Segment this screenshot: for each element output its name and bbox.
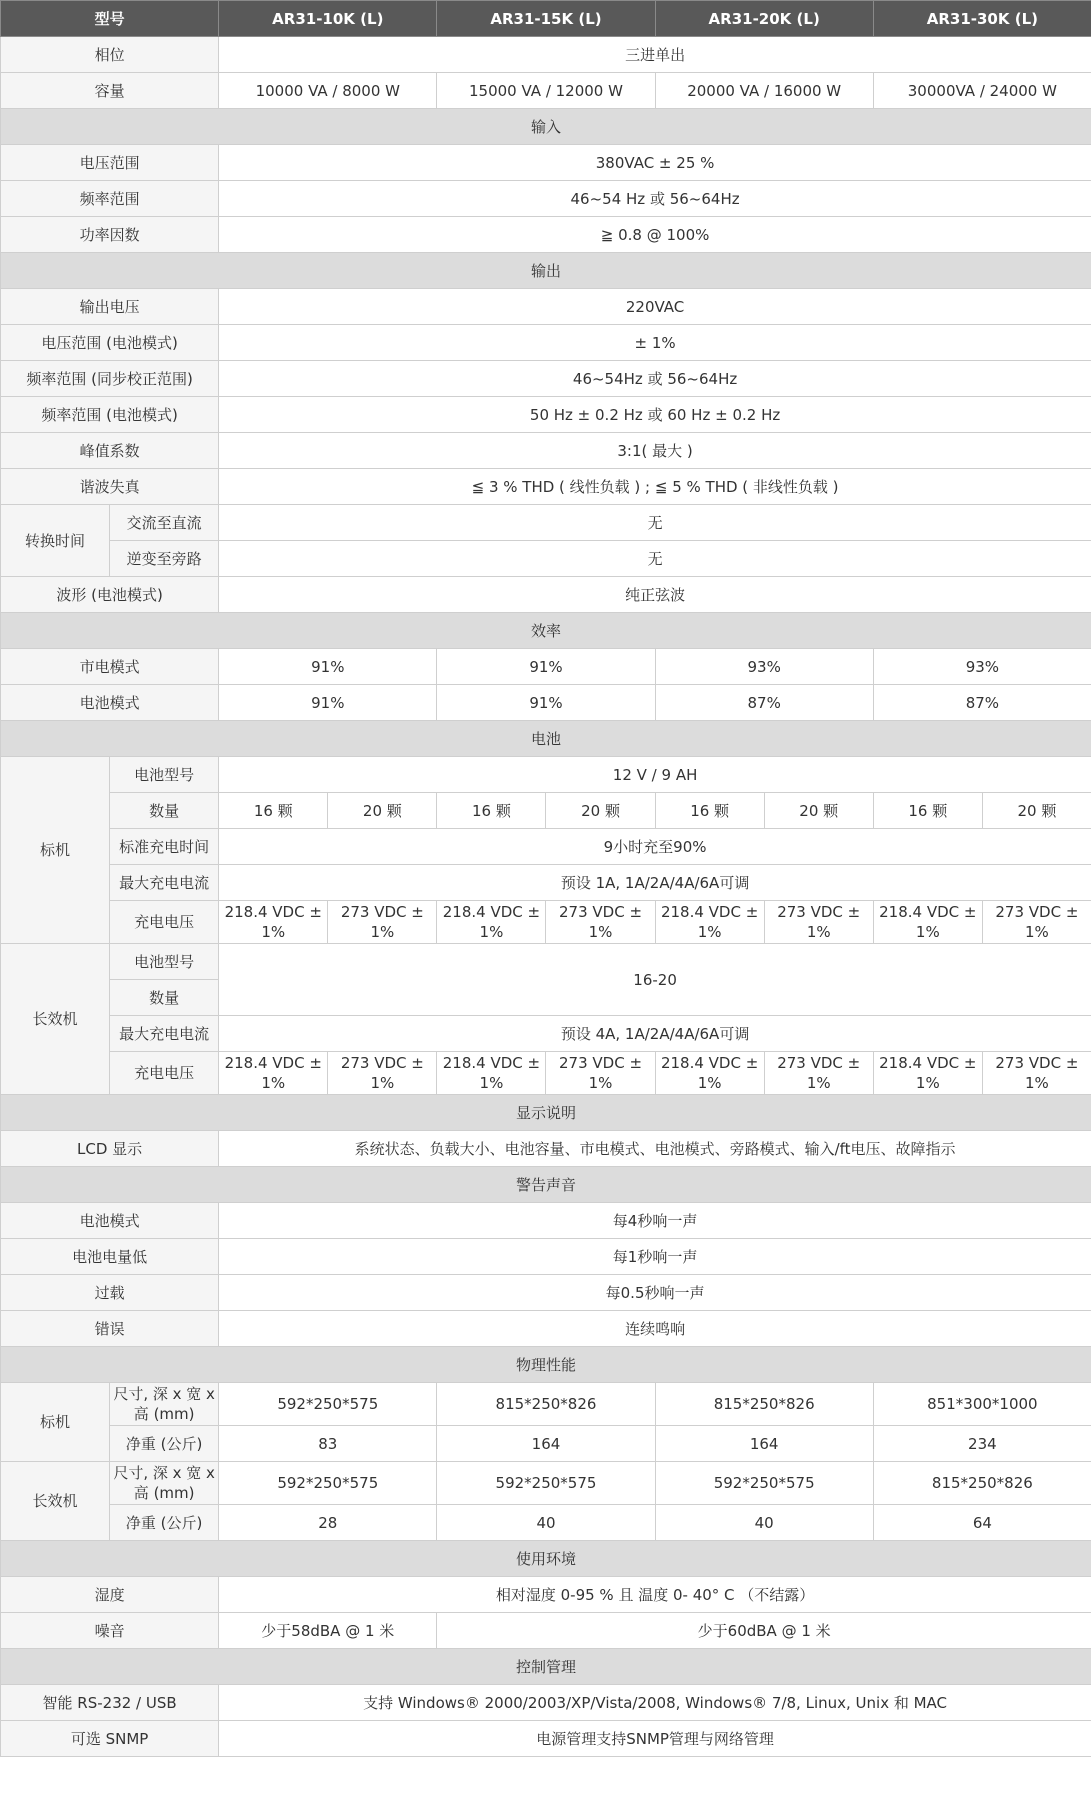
thd-label: 谐波失真 bbox=[1, 469, 219, 505]
snmp-label: 可选 SNMP bbox=[1, 1721, 219, 1757]
table-row bbox=[1, 1016, 1091, 1052]
table-row bbox=[1, 1426, 1091, 1462]
longrun-dimension-20k: 592*250*575 bbox=[655, 1462, 873, 1505]
longrun-battery-type-count-value: 16-20 bbox=[219, 944, 1091, 1016]
alarm-fault-label: 错误 bbox=[1, 1311, 219, 1347]
physical-longrun-label: 长效机 bbox=[1, 1462, 110, 1541]
table-row bbox=[1, 829, 1091, 865]
model-header-30k: AR31-30K (L) bbox=[873, 1, 1091, 37]
table-row bbox=[1, 1577, 1091, 1613]
section-header-alarm bbox=[1, 1167, 1091, 1203]
battery-count-label: 数量 bbox=[110, 793, 219, 829]
longrun-charge-voltage-value: 273 VDC ± 1% bbox=[328, 1052, 437, 1095]
phase-value: 三进单出 bbox=[219, 37, 1091, 73]
charge-voltage-value: 273 VDC ± 1% bbox=[764, 901, 873, 944]
alarm-battery-mode-label: 电池模式 bbox=[1, 1203, 219, 1239]
table-row bbox=[1, 1239, 1091, 1275]
table-row bbox=[1, 577, 1091, 613]
table-row bbox=[1, 1311, 1091, 1347]
table-row bbox=[1, 397, 1091, 433]
battery-count-value: 20 颗 bbox=[982, 793, 1091, 829]
longrun-charge-voltage-value: 273 VDC ± 1% bbox=[982, 1052, 1091, 1095]
longrun-battery-type-label: 电池型号 bbox=[110, 944, 219, 980]
thd-value: ≦ 3 % THD ( 线性负载 ) ; ≦ 5 % THD ( 非线性负载 ) bbox=[219, 469, 1091, 505]
noise-label: 噪音 bbox=[1, 1613, 219, 1649]
longrun-charge-voltage-value: 218.4 VDC ± 1% bbox=[437, 1052, 546, 1095]
longrun-weight-10k: 28 bbox=[219, 1505, 437, 1541]
charge-time-label: 标准充电时间 bbox=[110, 829, 219, 865]
longrun-charge-voltage-value: 218.4 VDC ± 1% bbox=[219, 1052, 328, 1095]
table-row bbox=[1, 541, 1091, 577]
max-charge-current-label: 最大充电电流 bbox=[110, 865, 219, 901]
table-row bbox=[1, 1131, 1091, 1167]
output-voltage-range-value: ± 1% bbox=[219, 325, 1091, 361]
section-title: 效率 bbox=[1, 613, 1091, 649]
alarm-fault-value: 连续鸣响 bbox=[219, 1311, 1091, 1347]
longrun-dimension-15k: 592*250*575 bbox=[437, 1462, 655, 1505]
model-header-20k: AR31-20K (L) bbox=[655, 1, 873, 37]
longrun-max-current-value: 预设 4A, 1A/2A/4A/6A可调 bbox=[219, 1016, 1091, 1052]
charge-voltage-value: 218.4 VDC ± 1% bbox=[437, 901, 546, 944]
output-voltage-range-label: 电压范围 (电池模式) bbox=[1, 325, 219, 361]
alarm-overload-label: 过载 bbox=[1, 1275, 219, 1311]
capacity-20k: 20000 VA / 16000 W bbox=[655, 73, 873, 109]
section-title: 物理性能 bbox=[1, 1347, 1091, 1383]
model-header-10k: AR31-10K (L) bbox=[219, 1, 437, 37]
table-row bbox=[1, 1052, 1091, 1095]
battery-count-value: 16 颗 bbox=[873, 793, 982, 829]
charge-voltage-value: 273 VDC ± 1% bbox=[982, 901, 1091, 944]
capacity-30k: 30000VA / 24000 W bbox=[873, 73, 1091, 109]
alarm-overload-value: 每0.5秒响一声 bbox=[219, 1275, 1091, 1311]
dimension-30k: 851*300*1000 bbox=[873, 1383, 1091, 1426]
power-factor-value: ≧ 0.8 @ 100% bbox=[219, 217, 1091, 253]
longrun-charge-voltage-label: 充电电压 bbox=[110, 1052, 219, 1095]
table-row bbox=[1, 901, 1091, 944]
inverter-to-bypass-label: 逆变至旁路 bbox=[110, 541, 219, 577]
eff-mains-20k: 93% bbox=[655, 649, 873, 685]
table-row bbox=[1, 1203, 1091, 1239]
output-voltage-value: 220VAC bbox=[219, 289, 1091, 325]
longrun-charge-voltage-value: 218.4 VDC ± 1% bbox=[873, 1052, 982, 1095]
input-freq-value: 46~54 Hz 或 56~64Hz bbox=[219, 181, 1091, 217]
longrun-max-current-label: 最大充电电流 bbox=[110, 1016, 219, 1052]
table-row bbox=[1, 217, 1091, 253]
alarm-low-battery-value: 每1秒响一声 bbox=[219, 1239, 1091, 1275]
table-row bbox=[1, 145, 1091, 181]
section-title: 输出 bbox=[1, 253, 1091, 289]
model-header-15k: AR31-15K (L) bbox=[437, 1, 655, 37]
section-title: 输入 bbox=[1, 109, 1091, 145]
eff-mains-10k: 91% bbox=[219, 649, 437, 685]
table-row bbox=[1, 73, 1091, 109]
longrun-battery-count-label: 数量 bbox=[110, 980, 219, 1016]
eff-battery-15k: 91% bbox=[437, 685, 655, 721]
table-row bbox=[1, 1383, 1091, 1426]
battery-count-value: 16 颗 bbox=[437, 793, 546, 829]
capacity-label: 容量 bbox=[1, 73, 219, 109]
freq-batt-label: 频率范围 (电池模式) bbox=[1, 397, 219, 433]
longrun-charge-voltage-value: 273 VDC ± 1% bbox=[764, 1052, 873, 1095]
eff-battery-20k: 87% bbox=[655, 685, 873, 721]
table-row bbox=[1, 1462, 1091, 1505]
longrun-weight-20k: 40 bbox=[655, 1505, 873, 1541]
ac-to-dc-label: 交流至直流 bbox=[110, 505, 219, 541]
header-row bbox=[1, 1, 1091, 37]
eff-battery-10k: 91% bbox=[219, 685, 437, 721]
section-title: 控制管理 bbox=[1, 1649, 1091, 1685]
section-header-environment bbox=[1, 1541, 1091, 1577]
section-header-efficiency bbox=[1, 613, 1091, 649]
table-row bbox=[1, 685, 1091, 721]
eff-mains-label: 市电模式 bbox=[1, 649, 219, 685]
longrun-weight-30k: 64 bbox=[873, 1505, 1091, 1541]
snmp-value: 电源管理支持SNMP管理与网络管理 bbox=[219, 1721, 1091, 1757]
max-charge-current-value: 预设 1A, 1A/2A/4A/6A可调 bbox=[219, 865, 1091, 901]
section-header-battery bbox=[1, 721, 1091, 757]
table-row bbox=[1, 793, 1091, 829]
phase-label: 相位 bbox=[1, 37, 219, 73]
freq-sync-value: 46~54Hz 或 56~64Hz bbox=[219, 361, 1091, 397]
crest-factor-label: 峰值系数 bbox=[1, 433, 219, 469]
humidity-label: 湿度 bbox=[1, 1577, 219, 1613]
weight-20k: 164 bbox=[655, 1426, 873, 1462]
section-title: 电池 bbox=[1, 721, 1091, 757]
eff-mains-30k: 93% bbox=[873, 649, 1091, 685]
alarm-battery-mode-value: 每4秒响一声 bbox=[219, 1203, 1091, 1239]
table-row bbox=[1, 1721, 1091, 1757]
section-header-output bbox=[1, 253, 1091, 289]
table-row bbox=[1, 1685, 1091, 1721]
weight-15k: 164 bbox=[437, 1426, 655, 1462]
battery-longrun-label: 长效机 bbox=[1, 944, 110, 1095]
weight-30k: 234 bbox=[873, 1426, 1091, 1462]
longrun-dimension-label: 尺寸, 深 x 宽 x 高 (mm) bbox=[110, 1462, 219, 1505]
eff-battery-30k: 87% bbox=[873, 685, 1091, 721]
table-row bbox=[1, 37, 1091, 73]
rs232-value: 支持 Windows® 2000/2003/XP/Vista/2008, Windows® 7/8, Linux, Unix 和 MAC bbox=[219, 1685, 1091, 1721]
output-voltage-label: 输出电压 bbox=[1, 289, 219, 325]
table-row bbox=[1, 181, 1091, 217]
longrun-weight-15k: 40 bbox=[437, 1505, 655, 1541]
eff-mains-15k: 91% bbox=[437, 649, 655, 685]
longrun-charge-voltage-value: 273 VDC ± 1% bbox=[546, 1052, 655, 1095]
longrun-dimension-10k: 592*250*575 bbox=[219, 1462, 437, 1505]
table-row bbox=[1, 1613, 1091, 1649]
inverter-to-bypass-value: 无 bbox=[219, 541, 1091, 577]
section-title: 使用环境 bbox=[1, 1541, 1091, 1577]
longrun-weight-label: 净重 (公斤) bbox=[110, 1505, 219, 1541]
noise-10k: 少于58dBA @ 1 米 bbox=[219, 1613, 437, 1649]
dimension-10k: 592*250*575 bbox=[219, 1383, 437, 1426]
charge-voltage-value: 218.4 VDC ± 1% bbox=[873, 901, 982, 944]
rs232-label: 智能 RS-232 / USB bbox=[1, 1685, 219, 1721]
capacity-15k: 15000 VA / 12000 W bbox=[437, 73, 655, 109]
table-row bbox=[1, 757, 1091, 793]
model-header-label: 型号 bbox=[1, 1, 219, 37]
section-header-management bbox=[1, 1649, 1091, 1685]
table-row bbox=[1, 325, 1091, 361]
table-row bbox=[1, 289, 1091, 325]
table-row bbox=[1, 865, 1091, 901]
battery-count-value: 20 颗 bbox=[546, 793, 655, 829]
freq-batt-value: 50 Hz ± 0.2 Hz 或 60 Hz ± 0.2 Hz bbox=[219, 397, 1091, 433]
dimension-15k: 815*250*826 bbox=[437, 1383, 655, 1426]
charge-time-value: 9小时充至90% bbox=[219, 829, 1091, 865]
power-factor-label: 功率因数 bbox=[1, 217, 219, 253]
freq-sync-label: 频率范围 (同步校正范围) bbox=[1, 361, 219, 397]
dimension-label: 尺寸, 深 x 宽 x 高 (mm) bbox=[110, 1383, 219, 1426]
table-row bbox=[1, 433, 1091, 469]
longrun-charge-voltage-value: 218.4 VDC ± 1% bbox=[655, 1052, 764, 1095]
battery-count-value: 16 颗 bbox=[219, 793, 328, 829]
input-freq-label: 频率范围 bbox=[1, 181, 219, 217]
humidity-value: 相对湿度 0-95 % 且 温度 0- 40° C （不结露） bbox=[219, 1577, 1091, 1613]
charge-voltage-value: 218.4 VDC ± 1% bbox=[655, 901, 764, 944]
capacity-10k: 10000 VA / 8000 W bbox=[219, 73, 437, 109]
dimension-20k: 815*250*826 bbox=[655, 1383, 873, 1426]
lcd-value: 系统状态、负载大小、电池容量、市电模式、电池模式、旁路模式、输入/ft电压、故障指示 bbox=[219, 1131, 1091, 1167]
section-header-display bbox=[1, 1095, 1091, 1131]
section-header-input bbox=[1, 109, 1091, 145]
charge-voltage-value: 218.4 VDC ± 1% bbox=[219, 901, 328, 944]
eff-battery-label: 电池模式 bbox=[1, 685, 219, 721]
table-row bbox=[1, 649, 1091, 685]
alarm-low-battery-label: 电池电量低 bbox=[1, 1239, 219, 1275]
input-voltage-value: 380VAC ± 25 % bbox=[219, 145, 1091, 181]
weight-10k: 83 bbox=[219, 1426, 437, 1462]
battery-type-label: 电池型号 bbox=[110, 757, 219, 793]
physical-standard-label: 标机 bbox=[1, 1383, 110, 1462]
input-voltage-label: 电压范围 bbox=[1, 145, 219, 181]
waveform-label: 波形 (电池模式) bbox=[1, 577, 219, 613]
charge-voltage-label: 充电电压 bbox=[110, 901, 219, 944]
longrun-dimension-30k: 815*250*826 bbox=[873, 1462, 1091, 1505]
section-title: 显示说明 bbox=[1, 1095, 1091, 1131]
battery-count-value: 16 颗 bbox=[655, 793, 764, 829]
section-title: 警告声音 bbox=[1, 1167, 1091, 1203]
charge-voltage-value: 273 VDC ± 1% bbox=[328, 901, 437, 944]
table-row bbox=[1, 1275, 1091, 1311]
battery-count-value: 20 颗 bbox=[328, 793, 437, 829]
table-row bbox=[1, 505, 1091, 541]
section-header-physical bbox=[1, 1347, 1091, 1383]
transfer-time-label: 转换时间 bbox=[1, 505, 110, 577]
table-row bbox=[1, 1505, 1091, 1541]
noise-15k-30k: 少于60dBA @ 1 米 bbox=[437, 1613, 1091, 1649]
ac-to-dc-value: 无 bbox=[219, 505, 1091, 541]
lcd-label: LCD 显示 bbox=[1, 1131, 219, 1167]
battery-type-value: 12 V / 9 AH bbox=[219, 757, 1091, 793]
battery-standard-label: 标机 bbox=[1, 757, 110, 944]
waveform-value: 纯正弦波 bbox=[219, 577, 1091, 613]
battery-count-value: 20 颗 bbox=[764, 793, 873, 829]
charge-voltage-value: 273 VDC ± 1% bbox=[546, 901, 655, 944]
table-row bbox=[1, 469, 1091, 505]
table-row bbox=[1, 361, 1091, 397]
crest-factor-value: 3:1( 最大 ) bbox=[219, 433, 1091, 469]
table-row bbox=[1, 944, 1091, 980]
weight-label: 净重 (公斤) bbox=[110, 1426, 219, 1462]
